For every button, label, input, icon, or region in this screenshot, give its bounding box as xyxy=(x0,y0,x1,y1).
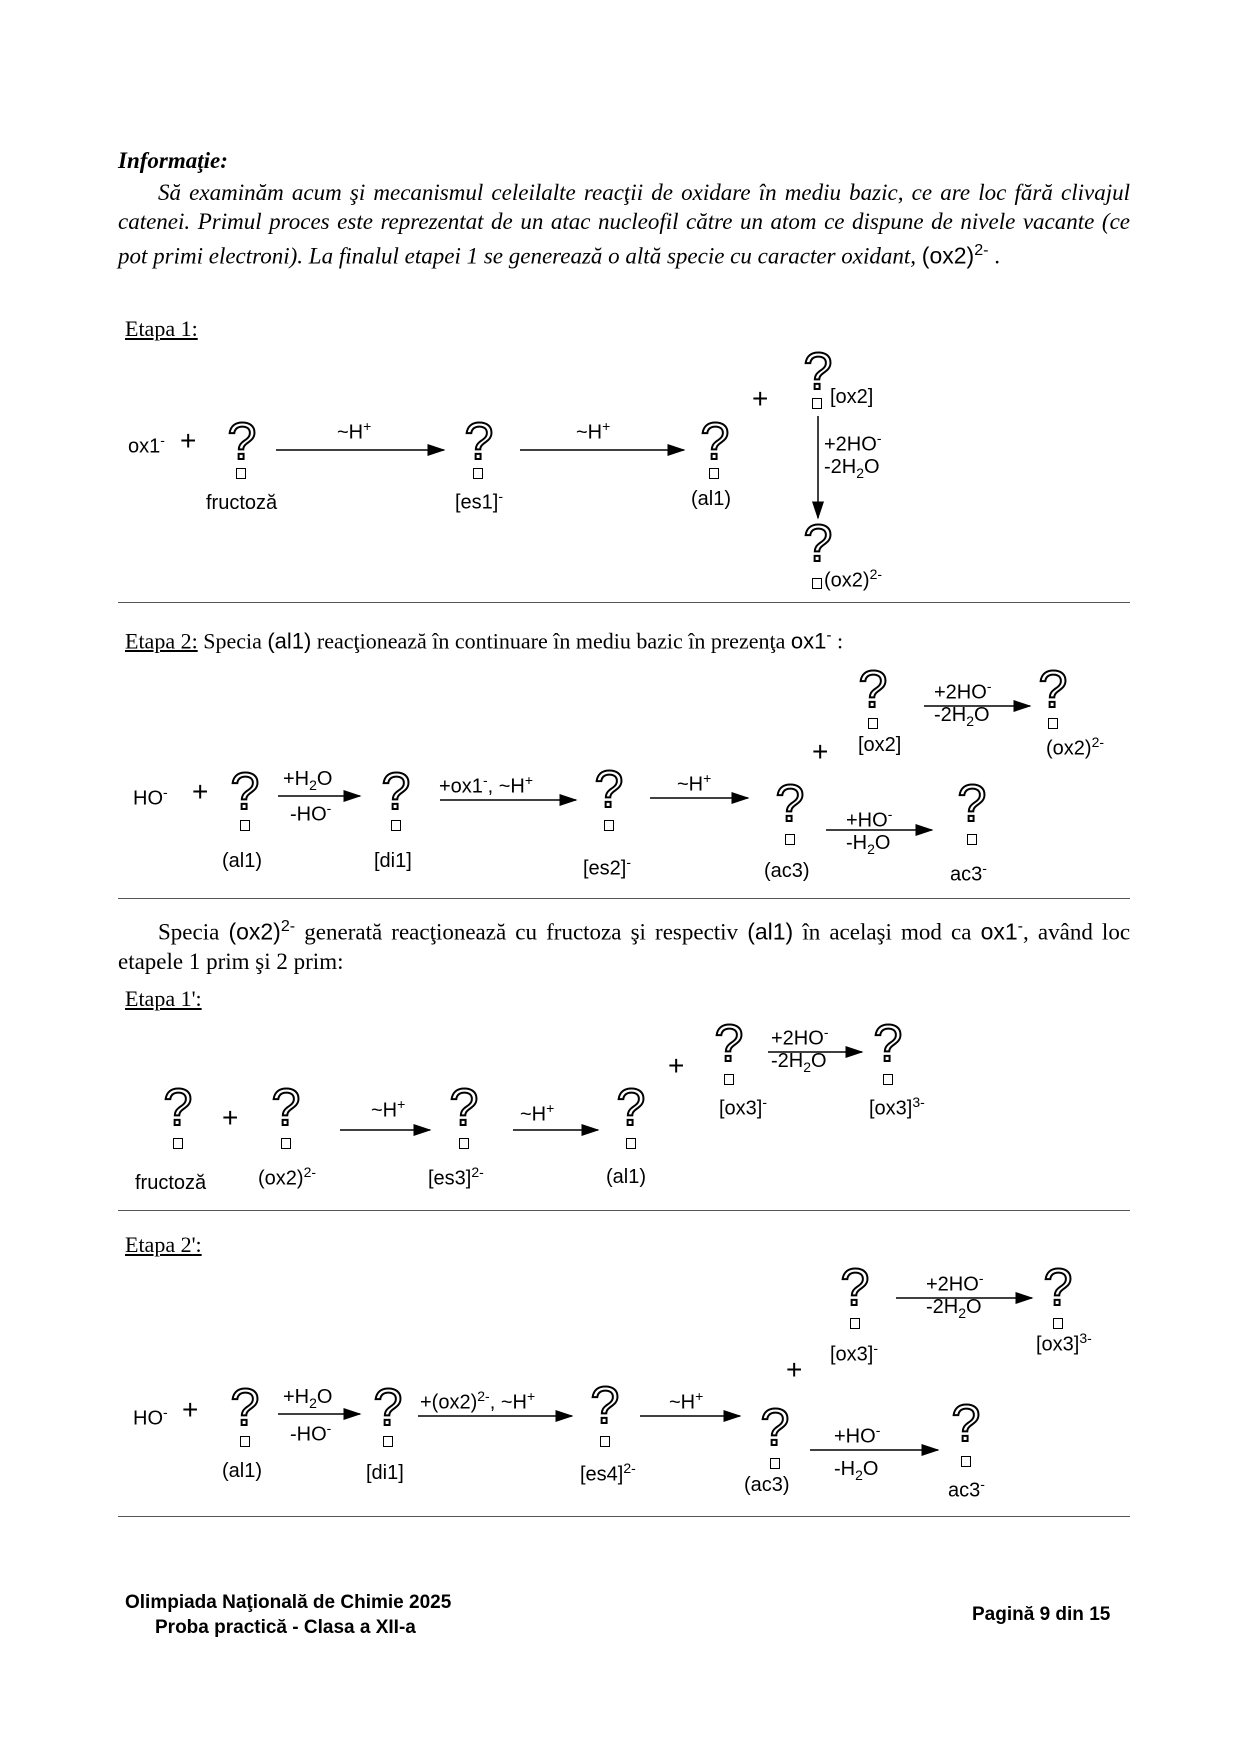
arrow-label: ~H+ xyxy=(677,770,712,796)
question-mark-ac3m: ? xyxy=(957,775,987,833)
reagent-label: $-H_2O$ xyxy=(846,832,891,857)
plus-sign: + xyxy=(182,1394,199,1425)
question-mark-es1: ? xyxy=(464,413,494,471)
plus-sign: + xyxy=(192,776,209,807)
ox3-label: [ox3]- xyxy=(719,1094,768,1120)
question-mark-ox2-out: ? xyxy=(1038,661,1068,719)
question-mark-ox3-out: ? xyxy=(1043,1259,1073,1317)
middle-paragraph: Specia $(ox2)^{2-}$ generată reacţionează cu fructoza şi respectiv (al1) în acelaşi mod ca ox1-, având loc etapele 1 prim şi 2 prim: xyxy=(118,917,1131,974)
plus-sign: + xyxy=(752,383,769,414)
question-mark-fructose: ? xyxy=(227,413,257,471)
plus-sign: + xyxy=(812,736,829,767)
reagent-label: $-2H_2O$ xyxy=(934,704,990,729)
reagent-label: -HO- xyxy=(290,1420,332,1446)
reagent-label: +ox1-, ~H+ xyxy=(439,772,534,798)
es3-label: $[es3]^{2-}$ xyxy=(428,1164,484,1190)
reagent-label: +2HO- xyxy=(926,1270,984,1296)
plus-sign: + xyxy=(222,1102,239,1133)
question-mark-ox3-out: ? xyxy=(873,1015,903,1073)
arrow-label: ~H+ xyxy=(576,418,611,444)
es2-label: [es2]- xyxy=(583,854,632,880)
reagent-label: +2HO- xyxy=(934,678,992,704)
question-mark-ox3: ? xyxy=(840,1259,870,1317)
ox2-label: [ox2] xyxy=(830,386,874,408)
page-number: Pagină 9 din 15 xyxy=(972,1604,1111,1625)
fructose-label: fructoză xyxy=(135,1172,207,1194)
di1-label: [di1] xyxy=(374,850,412,872)
al1-label: (al1) xyxy=(222,850,263,872)
footer-exam: Proba practică - Clasa a XII-a xyxy=(155,1617,416,1638)
question-mark-ox2-out: ? xyxy=(803,515,833,573)
question-mark-es3: ? xyxy=(449,1079,479,1137)
footer-olympiad: Olimpiada Naţională de Chimie 2025 xyxy=(125,1592,452,1613)
al1-label: (al1) xyxy=(606,1166,647,1188)
question-mark-ox2: ? xyxy=(803,343,833,401)
ox2-label: $(ox2)^{2-}$ xyxy=(258,1164,317,1190)
reagent-label: $-2H_2O$ xyxy=(926,1296,982,1321)
question-mark-ac3m: ? xyxy=(951,1395,981,1453)
ox2-species: (ox2) xyxy=(921,242,975,269)
reagent-label: $+H_2O$ xyxy=(283,1386,333,1411)
es1-label: [es1]- xyxy=(455,488,504,514)
reagent-label: +HO- xyxy=(846,806,893,832)
ox2-label: [ox2] xyxy=(858,734,902,756)
question-mark-al1: ? xyxy=(230,1379,260,1437)
question-mark-ox2: ? xyxy=(271,1079,301,1137)
ac3-label: (ac3) xyxy=(744,1474,790,1496)
etapa2p-label: Etapa 2': xyxy=(125,1232,202,1257)
plus-sign: + xyxy=(668,1050,685,1081)
etapa1-label: Etapa 1: xyxy=(125,316,198,341)
reagent-label: $-2H_2O$ xyxy=(824,456,880,481)
reagent-label: +HO- xyxy=(834,1422,881,1448)
question-mark-al1: ? xyxy=(230,763,260,821)
question-mark-ox2: ? xyxy=(858,661,888,719)
ox2-out-label: $(ox2)^{2-}$ xyxy=(1046,734,1105,760)
arrow-label: ~H+ xyxy=(337,418,372,444)
question-mark-al1: ? xyxy=(616,1079,646,1137)
ox1-label: ox1- xyxy=(128,432,165,458)
question-mark-di1: ? xyxy=(373,1379,403,1437)
di1-label: [di1] xyxy=(366,1462,404,1484)
ox3-out-label: $[ox3]^{3-}$ xyxy=(869,1094,925,1120)
ho-label: HO- xyxy=(133,784,168,810)
question-mark-es2: ? xyxy=(594,761,624,819)
plus-sign: + xyxy=(180,425,197,456)
question-mark-ac3: ? xyxy=(775,775,805,833)
question-mark-al1: ? xyxy=(700,413,730,471)
fructose-label: fructoză xyxy=(206,492,278,514)
reagent-label: $-2H_2O$ xyxy=(771,1050,827,1075)
ac3-label: (ac3) xyxy=(764,860,810,882)
ox3-out-label: $[ox3]^{3-}$ xyxy=(1036,1330,1092,1356)
plus-sign: + xyxy=(786,1354,803,1385)
question-mark-di1: ? xyxy=(381,763,411,821)
reagent-label: $-H_2O$ xyxy=(834,1458,879,1483)
ac3m-label: ac3- xyxy=(950,860,987,886)
reagent-label: $+(ox2)^{2-}$, ~H+ xyxy=(420,1388,536,1414)
question-mark-ox3: ? xyxy=(714,1015,744,1073)
reagent-label: $+H_2O$ xyxy=(283,768,333,793)
question-mark-es4: ? xyxy=(590,1377,620,1435)
etapa2-label: Etapa 2: Specia (al1) reacţionează în continuare în mediu bazic în prezenţa ox1- : xyxy=(125,627,844,654)
arrow-label: ~H+ xyxy=(669,1388,704,1414)
ac3m-label: ac3- xyxy=(948,1476,985,1502)
info-title: Informaţie: xyxy=(118,148,228,173)
arrow-label: ~H+ xyxy=(520,1100,555,1126)
al1-label: (al1) xyxy=(691,488,732,510)
ho-label: HO- xyxy=(133,1404,168,1430)
ox2-out-label: $(ox2)^{2-}$ xyxy=(824,566,883,592)
info-paragraph: Să examinăm acum şi mecanismul celeilalte reacţii de oxidare în mediu bazic, ce are loc fără clivajul catenei. Primul proces este reprezentat de un atac nucleofil către un atom ce dispune de nivele vacante (ce pot primi electroni). La finalul etapei 1 se generează o altă specie cu caracter oxidant, $(ox2)^{2-}$ . xyxy=(118,180,1130,269)
reagent-label: +2HO- xyxy=(824,430,882,456)
question-mark-fructose: ? xyxy=(163,1079,193,1137)
ox3-label: [ox3]- xyxy=(830,1340,879,1366)
arrow-label: ~H+ xyxy=(371,1096,406,1122)
question-mark-ac3: ? xyxy=(760,1399,790,1457)
es4-label: $[es4]^{2-}$ xyxy=(580,1460,636,1486)
etapa1p-label: Etapa 1': xyxy=(125,986,202,1011)
al1-label: (al1) xyxy=(222,1460,263,1482)
reagent-label: -HO- xyxy=(290,800,332,826)
reagent-label: +2HO- xyxy=(771,1024,829,1050)
